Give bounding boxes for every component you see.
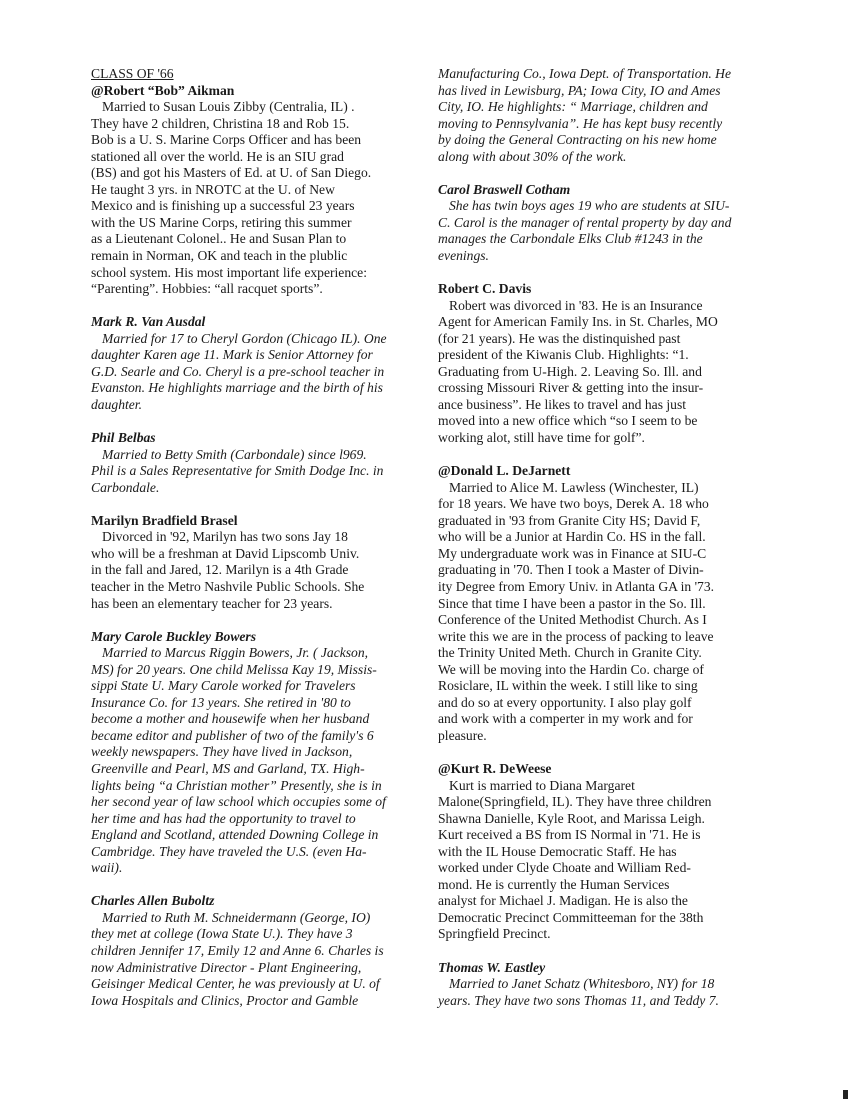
entry-text bbox=[438, 976, 778, 1009]
entry-name: Mary Carole Buckley Bowers bbox=[91, 628, 257, 644]
entry-text bbox=[91, 331, 421, 414]
entry-name: Mark R. Van Ausdal bbox=[91, 314, 206, 330]
entry-text bbox=[438, 298, 778, 447]
entry-text bbox=[91, 447, 421, 497]
class-heading: CLASS OF '66 bbox=[91, 66, 174, 81]
buboltz-continuation: Manufacturing Co., Iowa Dept. of Transportation. He has lived in Lewisburg, PA; Iowa City, IO and Ames City, IO. He highlights: “ Marriage, children and moving to Pennsylvania”. He has kept busy recently by doing the General Contracting on his new home along with about 30% of the work. bbox=[438, 66, 732, 164]
scan-edge-mark bbox=[843, 1090, 848, 1099]
entry-text bbox=[91, 910, 421, 1009]
entry-name: @Kurt R. DeWeese bbox=[438, 760, 552, 776]
entry-body: Married to Betty Smith (Carbondale) since l969. Phil is a Sales Representative for Smith Dodge Inc. in Carbondale. bbox=[91, 446, 384, 495]
entry-text bbox=[438, 480, 778, 745]
entry-name: Charles Allen Buboltz bbox=[91, 893, 215, 909]
entry-cotham bbox=[438, 182, 778, 265]
entry-name: @Robert “Bob” Aikman bbox=[91, 82, 235, 98]
entry-name: Carol Braswell Cotham bbox=[438, 181, 571, 197]
left-column bbox=[91, 66, 421, 1026]
entry-body: Robert was divorced in '83. He is an Insurance Agent for American Family Ins. in St. Charles, MO (for 21 years). He was the distinquished past president of the Kiwanis Club. Highlights: “1. Graduating from U-High. 2. Leaving So. Ill. and crossing Missouri River & getting into the insur- ance business”. He likes to travel and has just moved into a new office which “so I seem to be working alot, still have time for golf”. bbox=[438, 297, 718, 446]
right-column bbox=[438, 66, 778, 1026]
entry-davis bbox=[438, 281, 778, 446]
entry-belbas bbox=[91, 430, 421, 496]
entry-text bbox=[91, 645, 421, 877]
entry-text bbox=[91, 529, 421, 612]
entry-body: Married for 17 to Cheryl Gordon (Chicago IL). One daughter Karen age 11. Mark is Senior Attorney for G.D. Searle and Co. Cheryl is a pre-school teacher in Evanston. He highlights marriage and the birth of his daughter. bbox=[91, 330, 387, 412]
entry-van-ausdal bbox=[91, 314, 421, 413]
entry-name: Robert C. Davis bbox=[438, 281, 532, 297]
entry-body: Married to Marcus Riggin Bowers, Jr. ( Jackson, MS) for 20 years. One child Melissa Kay 19, Missis- sippi State U. Mary Carole worked for Travelers Insurance Co. for 13 years. She retired in '80 to become a mother and housewife when her husband became editor and publisher of two of the family's 6 weekly newspapers. They have lived in Jackson, Greenville and Pearl, MS and Garland, TX. High- lights being “a Christian mother” Presently, she is in her second year of law school which occupies some of her time and has had the opportunity to travel to England and Scotland, attended Downing College in Cambridge. They have traveled the U.S. (even Ha- waii). bbox=[91, 645, 386, 876]
entry-eastley bbox=[438, 960, 778, 1010]
entry-aikman bbox=[91, 83, 421, 298]
entry-body: Married to Alice M. Lawless (Winchester, IL) for 18 years. We have two boys, Derek A. 18 who graduated in '93 from Granite City HS; David F, who will be a Junior at Hardin Co. HS in the fall. My undergraduate work was in Finance at SIU-C graduating in '70. Then I took a Master of Divin- ity Degree from Emory Univ. in Atlanta GA in '73. Since that time I have been a pastor in the So. Ill. Conference of the United Methodist Church. As I write this we are in the process of packing to leave the Trinity United Meth. Church in Granite City. We will be moving into the Hardin Co. charge of Rosiclare, IL within the week. I still like to sing and do so at every opportunity. I also play golf and work with a comperter in my work and for pleasure. bbox=[438, 479, 715, 743]
entry-dejarnett bbox=[438, 463, 778, 744]
entry-brasel bbox=[91, 513, 421, 612]
entry-name: Thomas W. Eastley bbox=[438, 959, 546, 975]
entry-body: Kurt is married to Diana Margaret Malone(Springfield, IL). They have three children Shawna Danielle, Kyle Root, and Marissa Leigh. Kurt received a BS from IS Normal in '71. He is with the IL House Democratic Staff. He has worked under Clyde Choate and William Red- mond. He is currently the Human Services analyst for Michael J. Madigan. He is also the Democratic Precinct Committeeman for the 38th Springfield Precinct. bbox=[438, 777, 712, 942]
entry-text bbox=[91, 99, 421, 298]
entry-deweese bbox=[438, 761, 778, 943]
entry-body: Divorced in '92, Marilyn has two sons Jay 18 who will be a freshman at David Lipscomb Univ. in the fall and Jared, 12. Marilyn is a 4th Grade teacher in the Metro Nashvile Public Schools. She has been an elementary teacher for 23 years. bbox=[91, 529, 365, 611]
entry-buboltz bbox=[91, 893, 421, 1009]
entry-body: Married to Ruth M. Schneidermann (George, IO) they met at college (Iowa State U.). They have 3 children Jennifer 17, Emily 12 and Anne 6. Charles is now Administrative Director - Plant Engineering, Geisinger Medical Center, he was previously at U. of Iowa Hospitals and Clinics, Proctor and Gamble bbox=[91, 909, 384, 1008]
entry-body: Married to Janet Schatz (Whitesboro, NY) for 18 years. They have two sons Thomas 11, and Teddy 7. bbox=[438, 976, 719, 1008]
entry-text bbox=[438, 778, 778, 943]
entry-bowers bbox=[91, 629, 421, 877]
entry-name: Marilyn Bradfield Brasel bbox=[91, 512, 238, 528]
entry-name: @Donald L. DeJarnett bbox=[438, 463, 571, 479]
entry-name: Phil Belbas bbox=[91, 430, 156, 446]
entry-body: Married to Susan Louis Zibby (Centralia, IL) . They have 2 children, Christina 18 and Rob 15. Bob is a U. S. Marine Corps Officer and has been stationed all over the world. He is an SIU grad (BS) and got his Masters of Ed. at U. of San Diego. He taught 3 yrs. in NROTC at the U. of New Mexico and is finishing up a successful 23 years with the US Marine Corps, retiring this summer as a Lieutenant Colonel.. He and Susan Plan to remain in Norman, OK and teach in the plublic school system. His most important life experience: “Parenting”. Hobbies: “all racquet sports”. bbox=[91, 99, 372, 297]
entry-body: She has twin boys ages 19 who are students at SIU- C. Carol is the manager of rental property by day and manages the Carbondale Elks Club #1243 in the evenings. bbox=[438, 198, 732, 264]
entry-text bbox=[438, 198, 778, 264]
